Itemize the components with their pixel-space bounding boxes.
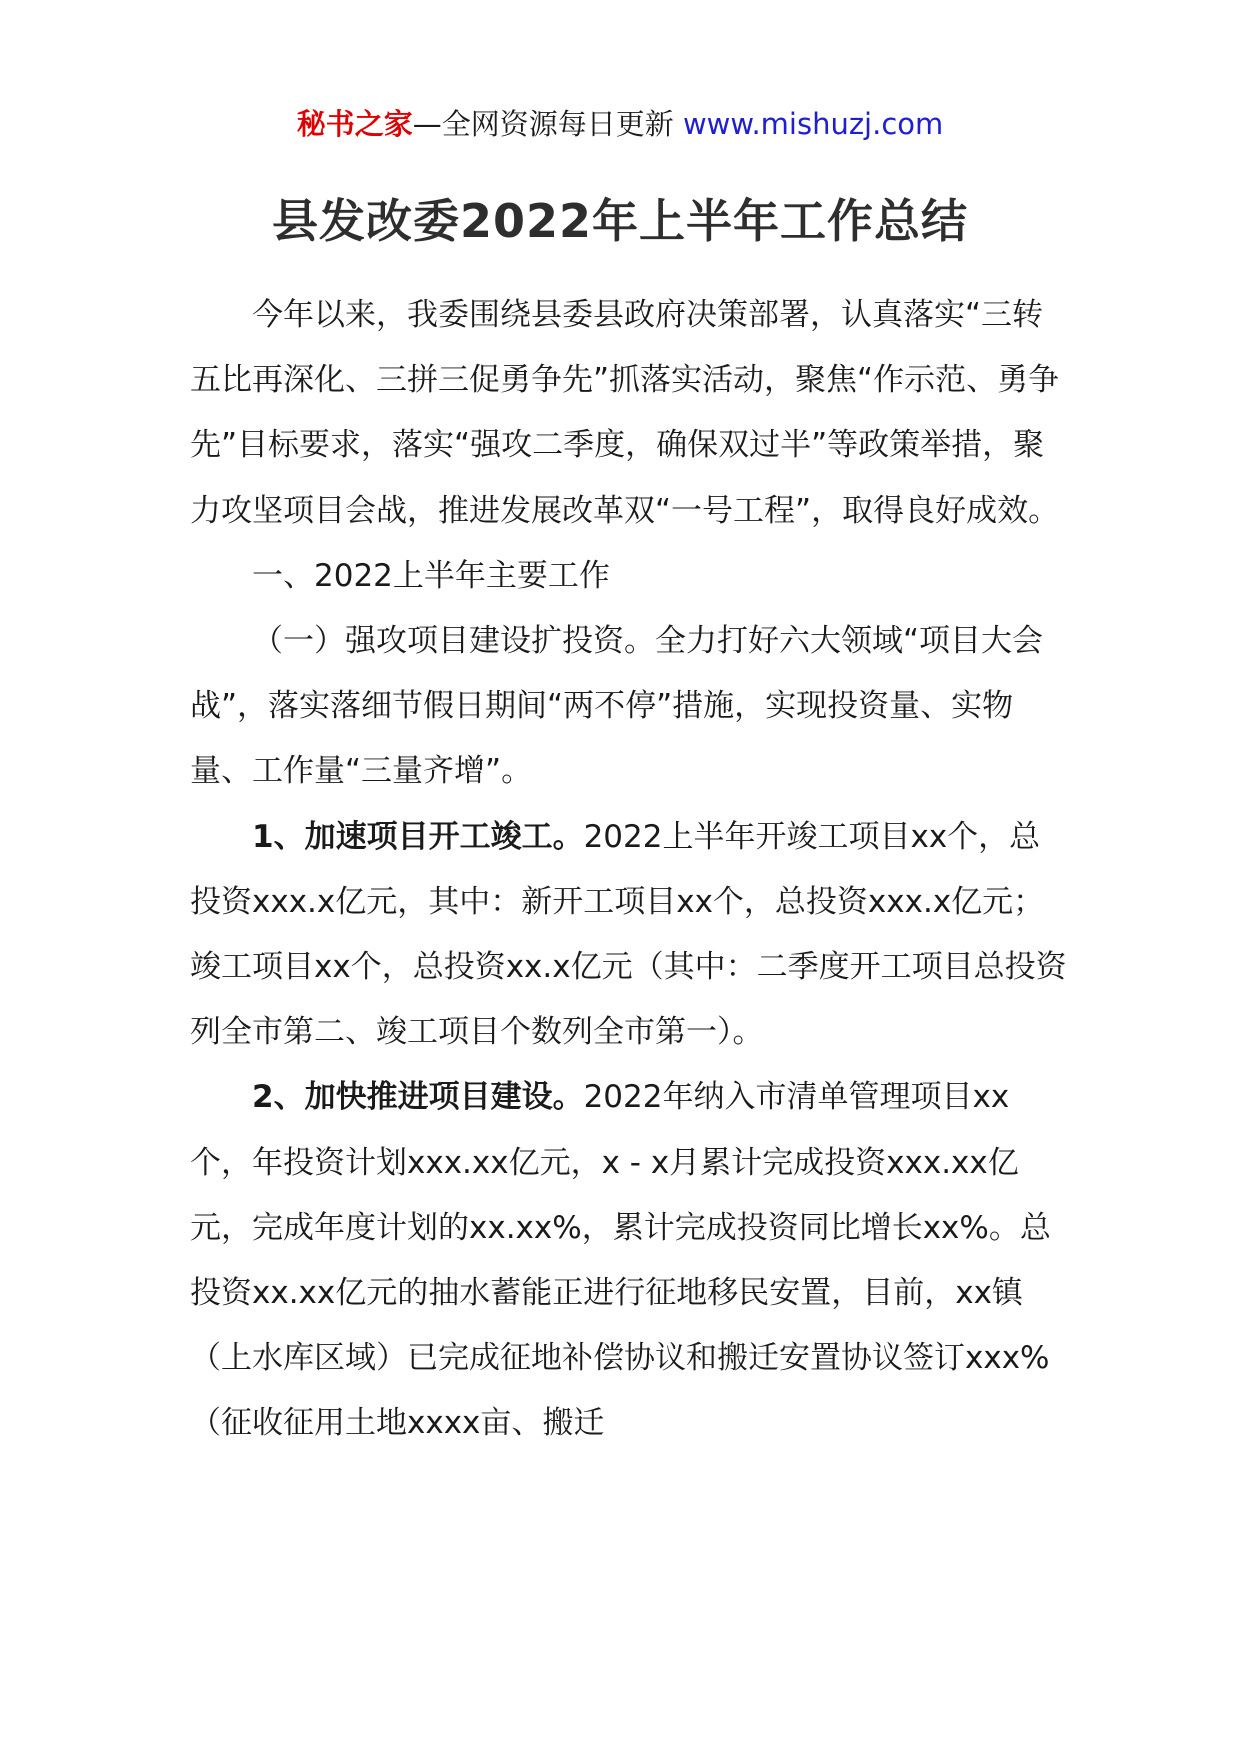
- paragraph-lead: 1、加速项目开工竣工。: [252, 818, 584, 855]
- header-tagline: —全网资源每日更新: [412, 107, 683, 141]
- site-url-link[interactable]: www.mishuzj.com: [682, 107, 944, 141]
- paragraph-text: 2022年纳入市清单管理项目xx个，年投资计划xxx.xx亿元，x - x月累计完成投资xxx.xx亿元，完成年度计划的xx.xx%，累计完成投资同比增长xx%。总投资xx.xx亿元的抽水蓄能正进行征地移民安置，目前，xx镇（上水库区域）已完成征地补偿协议和搬迁安置协议签订xxx%（征收征用土地xxxx亩、搬迁: [190, 1079, 1051, 1442]
- brand-name: 秘书之家: [296, 107, 413, 141]
- document-body: [190, 283, 1070, 1457]
- paragraph-subsection-1: [190, 609, 1070, 805]
- paragraph-text: 2022上半年开竣工项目xx个，总投资xxx.x亿元，其中：新开工项目xx个，总投资xxx.x亿元；竣工项目xx个，总投资xx.x亿元（其中：二季度开工项目总投资列全市第二、竣工项目个数列全市第一）。: [190, 818, 1067, 1051]
- paragraph-intro: [190, 283, 1070, 544]
- paragraph-item-1: [190, 805, 1070, 1066]
- document-title: 县发改委2022年上半年工作总结: [271, 194, 969, 248]
- paragraph-lead: 2、加快推进项目建设。: [252, 1079, 584, 1116]
- paragraph-text: 一、2022上半年主要工作: [252, 557, 610, 594]
- paragraph-text: （一）强攻项目建设扩投资。全力打好六大领域“项目大会战”，落实落细节假日期间“两不停”措施，实现投资量、实物量、工作量“三量齐增”。: [190, 623, 1044, 790]
- paragraph-text: 今年以来，我委围绕县委县政府决策部署，认真落实“三转五比再深化、三拼三促勇争先”抓落实活动，聚焦“作示范、勇争先”目标要求，落实“强攻二季度，确保双过半”等政策举措，聚力攻坚项目会战，推进发展改革双“一号工程”，取得良好成效。: [190, 297, 1060, 529]
- paragraph-item-2: [190, 1065, 1070, 1456]
- section-heading-1: [190, 544, 1070, 609]
- site-header: [0, 102, 1240, 146]
